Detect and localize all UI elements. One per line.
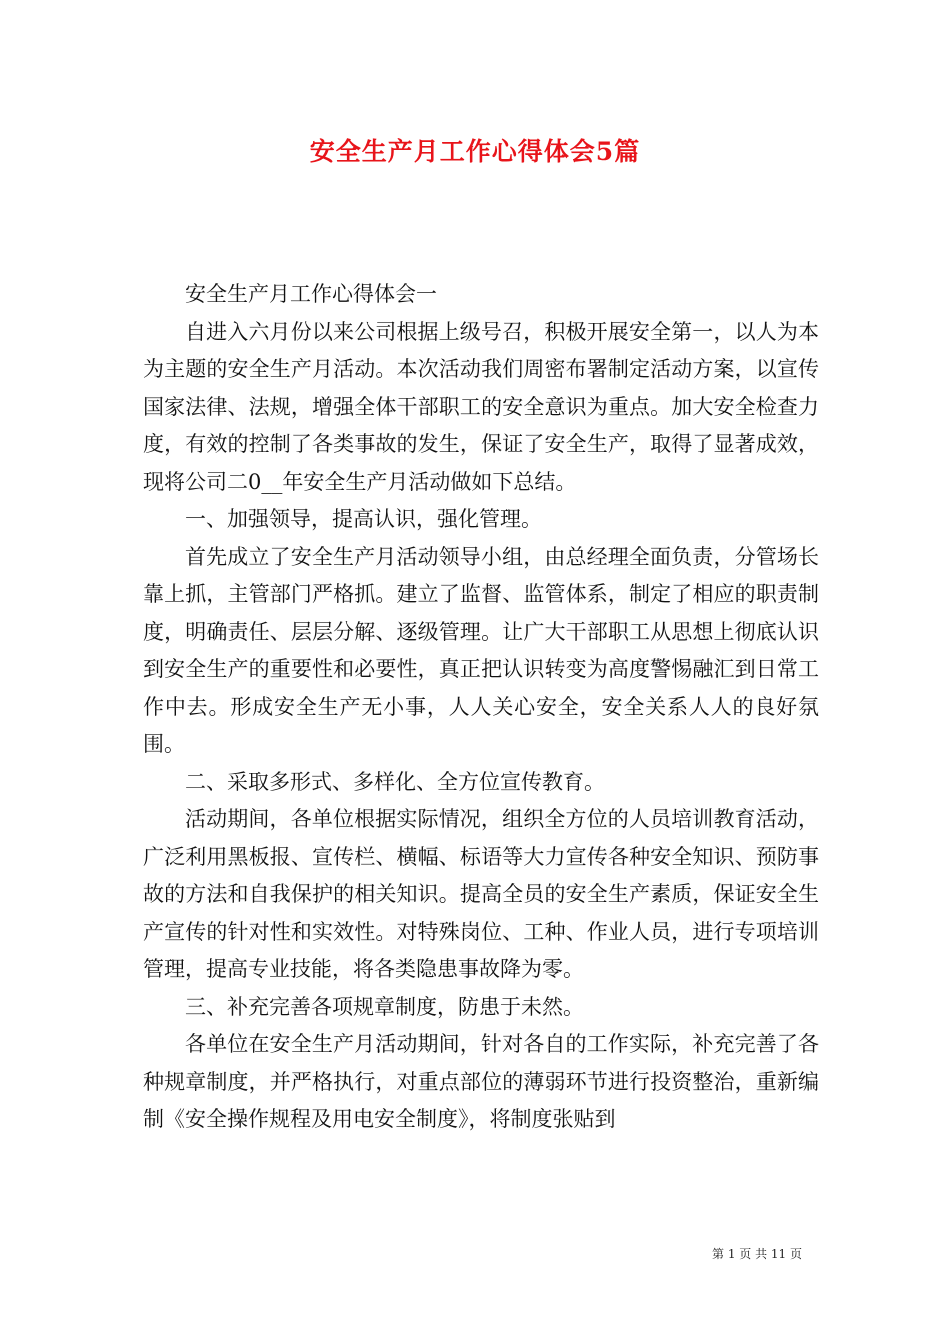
page-number: 第 1 页 共 11 页 <box>712 1247 802 1261</box>
document-title: 安全生产月工作心得体会5篇 <box>309 137 641 166</box>
paragraph-education: 活动期间，各单位根据实际情况，组织全方位的人员培训教育活动，广泛利用黑板报、宣传栏、横幅、标语等大力宣传各种安全知识、预防事故的方法和自我保护的相关知识。提高全员的安全生产素质，保证安全生产宣传的针对性和实效性。对特殊岗位、工种、作业人员，进行专项培训管理，提高专业技能，将各类隐患事故降为零。 <box>143 807 819 981</box>
subheading-education: 二、采取多形式、多样化、全方位宣传教育。 <box>185 769 605 794</box>
paragraph-intro: 自进入六月份以来公司根据上级号召，积极开展安全第一，以人为本为主题的安全生产月活动。本次活动我们周密布署制定活动方案，以宣传国家法律、法规，增强全体干部职工的安全意识为重点。加大安全检查力度，有效的控制了各类事故的发生，保证了安全生产，取得了显著成效，现将公司二0__年安全生产月活动做如下总结。 <box>143 319 819 494</box>
paragraph-regulations: 各单位在安全生产月活动期间，针对各自的工作实际，补充完善了各种规章制度，并严格执行，对重点部位的薄弱环节进行投资整治，重新编制《安全操作规程及用电安全制度》，将制度张贴到 <box>143 1032 819 1131</box>
subheading-leadership: 一、加强领导，提高认识，强化管理。 <box>185 507 542 531</box>
paragraph-leadership: 首先成立了安全生产月活动领导小组，由总经理全面负责，分管场长靠上抓，主管部门严格抓。建立了监督、监管体系，制定了相应的职责制度，明确责任、层层分解、逐级管理。让广大干部职工从思想上彻底认识到安全生产的重要性和必要性，真正把认识转变为高度警惕融汇到日常工作中去。形成安全生产无小事，人人关心安全，安全关系人人的良好氛围。 <box>143 544 819 756</box>
document-body <box>143 276 819 1139</box>
section-heading-1: 安全生产月工作心得体会一 <box>185 282 437 306</box>
subheading-regulations: 三、补充完善各项规章制度，防患于未然。 <box>185 994 584 1019</box>
